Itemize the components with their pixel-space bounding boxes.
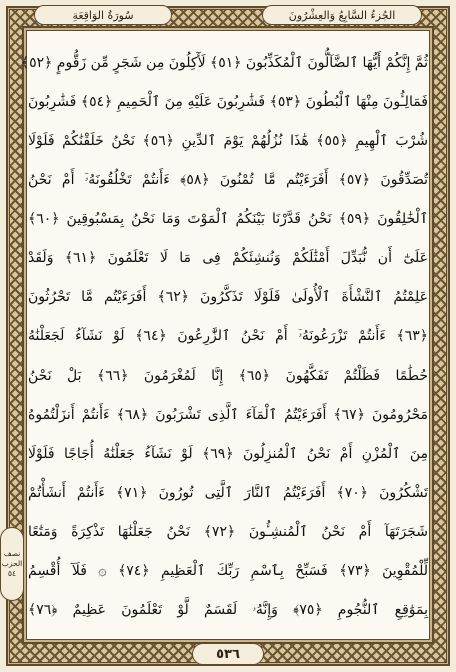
verse-line: لِّلْمُقْوِينَ ﴿٧٣﴾ فَسَبِّحْ بِٱسْمِ رَبِّكَ ٱلْعَظِيمِ ﴿٧٤﴾ ۞ فَلَآ أُقْسِمُ <box>28 563 429 580</box>
verse-line: ثُمَّ إِنَّكُمْ أَيُّهَا ٱلضَّآلُّونَ ٱلْمُكَذِّبُونَ ﴿٥١﴾ لَأٓكِلُونَ مِن شَجَرٍ مِّن زَقُّومٍ ﴿٥٢﴾ <box>20 54 428 71</box>
page-number-text: ٥٣٦ <box>216 646 240 662</box>
verse-line: ﴿٦٣﴾ ءَأَنتُمْ تَزْرَعُونَهُۥٓ أَمْ نَحْنُ ٱلزَّٰرِعُونَ ﴿٦٤﴾ لَوْ نَشَآءُ لَجَعَلْنَٰهُ <box>28 328 428 345</box>
verse-line: مَحْرُومُونَ ﴿٦٧﴾ أَفَرَءَيْتُمُ ٱلْمَآءَ ٱلَّذِى تَشْرَبُونَ ﴿٦٨﴾ ءَأَنتُمْ أَنزَلْتُمُوهُ <box>28 406 428 423</box>
verse-line: شُرْبَ ٱلْهِيمِ ﴿٥٥﴾ هَٰذَا نُزُلُهُمْ يَوْمَ ٱلدِّينِ ﴿٥٦﴾ نَحْنُ خَلَقْنَٰكُمْ فَلَوْلَا <box>28 132 428 149</box>
verse-line: حُطَٰمًا فَظَلْتُمْ تَفَكَّهُونَ ﴿٦٥﴾ إِنَّا لَمُغْرَمُونَ ﴿٦٦﴾ بَلْ نَحْنُ <box>28 367 428 384</box>
verse-line: فَمَالِـُٔونَ مِنْهَا ٱلْبُطُونَ ﴿٥٣﴾ فَشَٰرِبُونَ عَلَيْهِ مِنَ ٱلْحَمِيمِ ﴿٥٤﴾ فَشَٰرِبُونَ <box>28 93 428 110</box>
verse-line: تَشْكُرُونَ ﴿٧٠﴾ أَفَرَءَيْتُمُ ٱلنَّارَ ٱلَّتِى تُورُونَ ﴿٧١﴾ ءَأَنتُمْ أَنشَأْتُمْ <box>28 485 428 502</box>
hizb-marker-line: نصف <box>3 549 21 558</box>
hizb-marker <box>0 527 24 601</box>
verse-line: شَجَرَتَهَآ أَمْ نَحْنُ ٱلْمُنشِـُٔونَ ﴿٧٢﴾ نَحْنُ جَعَلْنَٰهَا تَذْكِرَةً وَمَتَٰعًا <box>28 524 428 541</box>
hizb-marker-line: ٥٤ <box>7 569 17 578</box>
page-number <box>192 643 264 665</box>
juz-label: الجُزءُ السَّابِعُ وَالعِشْرُونَ <box>288 8 396 22</box>
verse-line: تُصَدِّقُونَ ﴿٥٧﴾ أَفَرَءَيْتُم مَّا تُمْنُونَ ﴿٥٨﴾ ءَأَنتُمْ تَخْلُقُونَهُۥٓ أَمْ نَحْنُ <box>28 171 428 188</box>
surah-label: سُورَةُ الوَاقِعَةِ <box>72 8 134 22</box>
juz-title <box>262 5 422 25</box>
verse-line: عَلِمْتُمُ ٱلنَّشْأَةَ ٱلْأُولَىٰ فَلَوْلَا تَذَكَّرُونَ ﴿٦٢﴾ أَفَرَءَيْتُم مَّا تَحْرُثُونَ <box>28 289 429 306</box>
hizb-marker-line: الحزب <box>1 559 23 568</box>
verse-lines <box>20 44 429 629</box>
surah-title <box>34 5 172 25</box>
verse-line: مِنَ ٱلْمُزْنِ أَمْ نَحْنُ ٱلْمُنزِلُونَ ﴿٦٩﴾ لَوْ نَشَآءُ جَعَلْنَٰهُ أُجَاجًا فَلَوْلَا <box>28 445 428 462</box>
verse-line: ٱلْخَٰلِقُونَ ﴿٥٩﴾ نَحْنُ قَدَّرْنَا بَيْنَكُمُ ٱلْمَوْتَ وَمَا نَحْنُ بِمَسْبُوقِينَ ﴿٦٠﴾ <box>28 211 428 228</box>
verse-line: عَلَىٰٓ أَن نُّبَدِّلَ أَمْثَٰلَكُمْ وَنُنشِئَكُمْ فِى مَا لَا تَعْلَمُونَ ﴿٦١﴾ وَلَقَدْ <box>28 250 428 267</box>
verse-line: بِمَوَٰقِعِ ٱلنُّجُومِ ﴿٧٥﴾ وَإِنَّهُۥ لَقَسَمٌ لَّوْ تَعْلَمُونَ عَظِيمٌ ﴿٧٦﴾ <box>28 602 428 619</box>
